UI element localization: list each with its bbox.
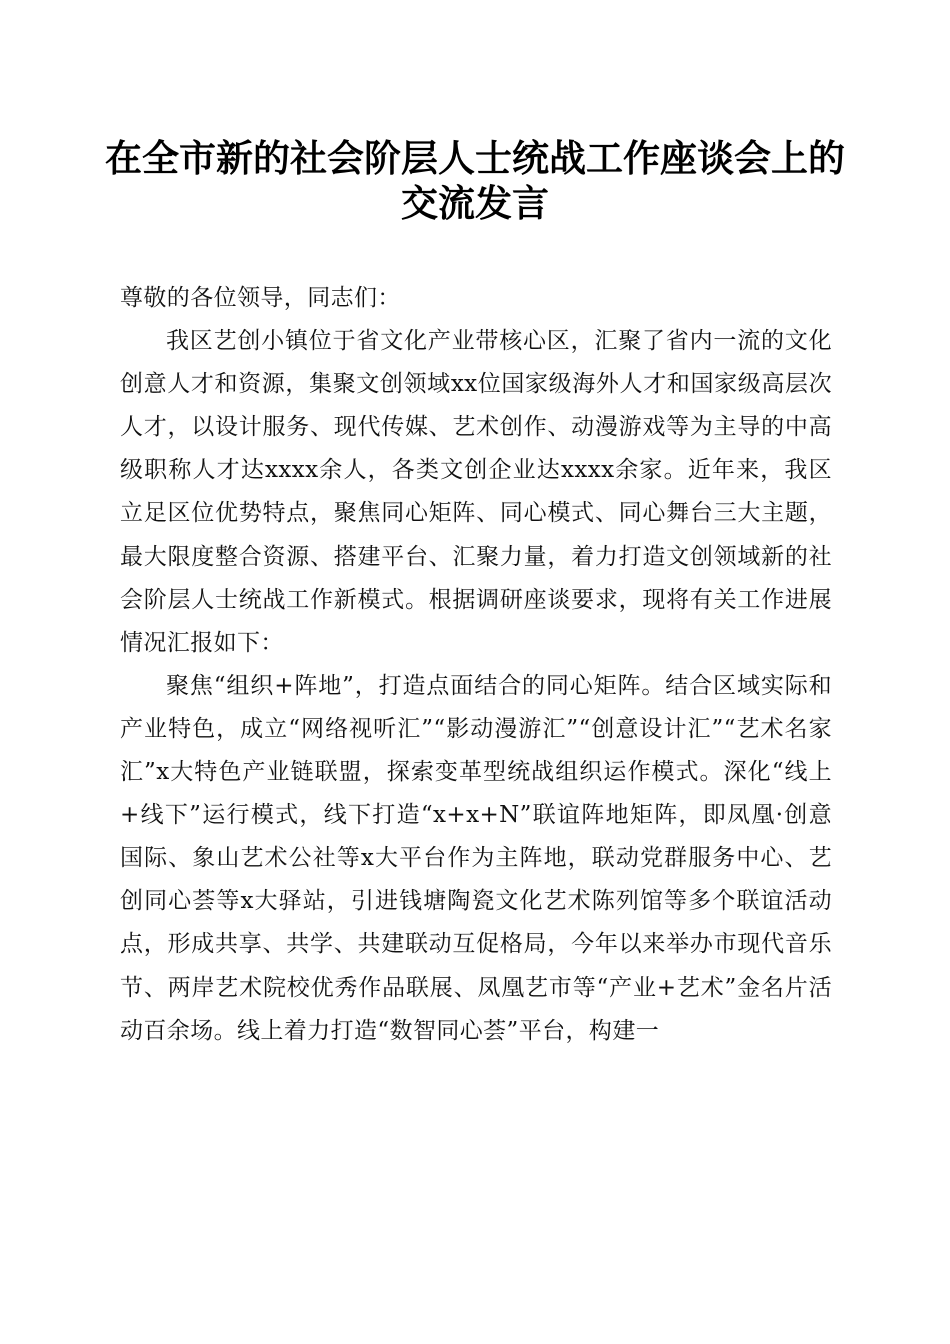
title-line-2: 交流发言 xyxy=(401,181,549,225)
document-title xyxy=(100,136,850,226)
paragraph-organization: 聚焦“组织+阵地”，打造点面结合的同心矩阵。结合区域实际和产业特色，成立“网络视听汇”“影动漫游汇”“创意设计汇”“艺术名家汇”x大特色产业链联盟，探索变革型统战组织运作模式。深化“线上+线下”运行模式，线下打造“x+x+N”联谊阵地矩阵，即凤凰·创意国际、象山艺术公社等x大平台作为主阵地，联动党群服务中心、艺创同心荟等x大驿站，引进钱塘陶瓷文化艺术陈列馆等多个联谊活动点，形成共享、共学、共建联动互促格局，今年以来举办市现代音乐节、两岸艺术院校优秀作品联展、凤凰艺市等“产业+艺术”金名片活动百余场。线上着力打造“数智同心荟”平台，构建一 xyxy=(120,672,832,1044)
title-line-1: 在全市新的社会阶层人士统战工作座谈会上的 xyxy=(105,136,845,180)
salutation: 尊敬的各位领导，同志们： xyxy=(120,285,401,311)
paragraph-intro: 我区艺创小镇位于省文化产业带核心区，汇聚了省内一流的文化创意人才和资源，集聚文创领域xx位国家级海外人才和国家级高层次人才，以设计服务、现代传媒、艺术创作、动漫游戏等为主导的中高级职称人才达xxxx余人，各类文创企业达xxxx余家。近年来，我区立足区位优势特点，聚焦同心矩阵、同心模式、同心舞台三大主题，最大限度整合资源、搭建平台、汇聚力量，着力打造文创领域新的社会阶层人士统战工作新模式。根据调研座谈要求，现将有关工作进展情况汇报如下： xyxy=(120,328,832,656)
document-body xyxy=(120,277,832,1053)
